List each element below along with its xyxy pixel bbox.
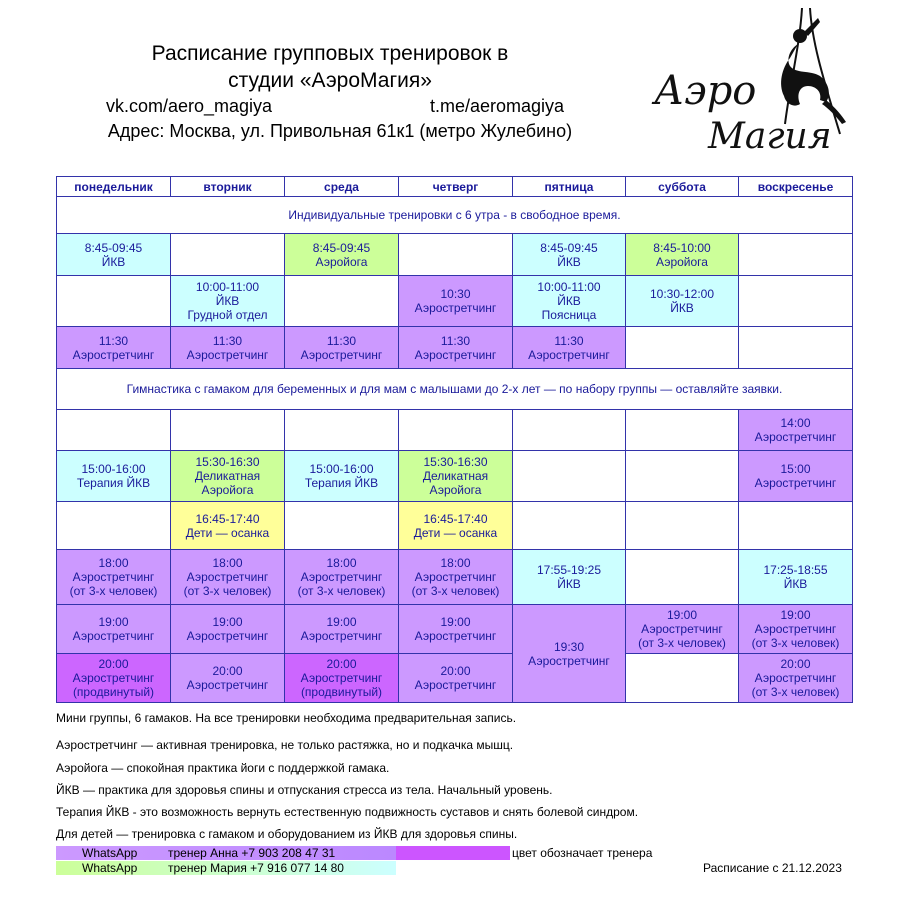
day-header: вторник — [171, 177, 285, 197]
class-cell — [626, 502, 739, 550]
class-text: 17:25-18:55 ЙКВ — [763, 563, 828, 591]
class-cell — [626, 276, 739, 327]
class-text: 11:30 Аэростретчинг — [72, 333, 155, 362]
table-row — [57, 410, 853, 451]
class-cell — [57, 605, 171, 654]
trainer-anna: тренер Анна +7 903 208 47 31 — [168, 846, 336, 860]
class-text: 19:00 Аэростретчинг — [300, 615, 383, 643]
footer-def-kids: Для детей — тренировка с гамаком и оборудованием из ЙКВ для здоровья спины. — [56, 827, 518, 841]
day-header: суббота — [626, 177, 739, 197]
class-cell — [171, 654, 285, 703]
class-cell — [739, 410, 853, 451]
class-cell — [285, 550, 399, 605]
class-text: 15:00-16:00 Терапия ЙКВ — [304, 462, 379, 490]
class-text: 8:45-09:45 ЙКВ — [540, 240, 598, 269]
class-text: 11:30 Аэростретчинг — [528, 333, 610, 362]
class-cell — [57, 654, 171, 703]
days-header-row — [57, 177, 853, 197]
whatsapp-label[interactable]: WhatsApp — [82, 846, 138, 860]
class-text: 10:00-11:00 ЙКВ Грудной отдел — [187, 280, 268, 322]
class-cell — [57, 327, 171, 369]
day-header: четверг — [399, 177, 513, 197]
class-cell — [626, 550, 739, 605]
trainer-maria: тренер Мария +7 916 077 14 80 — [168, 861, 344, 875]
class-cell — [626, 410, 739, 451]
class-cell — [739, 502, 853, 550]
table-row — [57, 654, 853, 703]
day-header: пятница — [513, 177, 626, 197]
class-text: 16:45-17:40 Дети — осанка — [185, 511, 270, 540]
class-text: 19:00 Аэростретчинг — [186, 615, 269, 643]
class-text: 16:45-17:40 Дети — осанка — [413, 511, 498, 540]
schedule-table — [56, 176, 853, 703]
class-cell — [399, 654, 513, 703]
class-text: 20:00 Аэростретчинг (от 3-х человек) — [751, 657, 840, 699]
footer-mini-groups: Мини группы, 6 гамаков. На все тренировки необходима предварительная запись. — [56, 711, 517, 725]
whatsapp-label[interactable]: WhatsApp — [82, 861, 138, 875]
class-cell — [739, 605, 853, 654]
table-row — [57, 550, 853, 605]
class-cell — [626, 605, 739, 654]
class-cell — [399, 234, 513, 276]
logo-text-1: Аэро — [654, 68, 757, 114]
class-text: 15:30-16:30 Деликатная Аэройога — [422, 455, 489, 497]
class-cell — [171, 451, 285, 502]
class-text: 14:00 Аэростретчинг — [754, 416, 837, 444]
class-cell — [285, 654, 399, 703]
class-text: 10:30-12:00 ЙКВ — [649, 287, 715, 315]
table-row — [57, 369, 853, 410]
class-cell — [739, 276, 853, 327]
class-cell — [513, 234, 626, 276]
class-cell — [285, 605, 399, 654]
class-text: 15:00-16:00 Терапия ЙКВ — [76, 462, 151, 490]
class-cell — [285, 502, 399, 550]
footer-def-aerostretching: Аэростретчинг — активная тренировка, не только растяжка, но и подкачка мышц. — [56, 738, 514, 752]
class-cell — [285, 451, 399, 502]
class-cell — [513, 327, 626, 369]
header — [0, 40, 660, 94]
class-cell — [739, 550, 853, 605]
class-cell — [399, 451, 513, 502]
class-cell — [513, 451, 626, 502]
class-text: 10:00-11:00 ЙКВ Поясница — [537, 280, 601, 322]
class-cell — [399, 605, 513, 654]
class-text: 15:00 Аэростретчинг — [754, 462, 837, 490]
class-text: 18:00 Аэростретчинг (от 3-х человек) — [183, 556, 272, 598]
class-text: 15:30-16:30 Деликатная Аэройога — [194, 455, 261, 497]
class-cell — [399, 502, 513, 550]
class-text: 20:00 Аэростретчинг — [414, 664, 497, 692]
class-text: 20:00 Аэростретчинг (продвинутый) — [300, 657, 383, 699]
day-header: воскресенье — [739, 177, 853, 197]
class-cell — [513, 550, 626, 605]
telegram-link[interactable]: t.me/aeromagiya — [430, 96, 565, 116]
class-cell — [171, 502, 285, 550]
class-cell — [513, 410, 626, 451]
table-row — [57, 502, 853, 550]
class-cell — [57, 234, 171, 276]
class-text: 17:55-19:25 ЙКВ — [536, 563, 602, 591]
day-header: понедельник — [57, 177, 171, 197]
footer-def-ykv: ЙКВ — практика для здоровья спины и отпускания стресса из тела. Начальный уровень. — [56, 783, 553, 797]
class-cell — [285, 276, 399, 327]
class-cell — [57, 410, 171, 451]
class-cell — [739, 234, 853, 276]
table-row — [57, 451, 853, 502]
studio-logo — [650, 4, 860, 164]
class-text: 8:45-09:45 ЙКВ — [84, 240, 143, 269]
class-cell — [399, 327, 513, 369]
individual-note: Индивидуальные тренировки с 6 утра - в свободное время. — [57, 197, 853, 234]
class-text: 10:30 Аэростретчинг — [414, 287, 497, 315]
class-cell — [513, 502, 626, 550]
address: Адрес: Москва, ул. Привольная 61к1 (метро Жулебино) — [107, 121, 573, 141]
footer-def-aeroyoga: Аэройога — спокойная практика йоги с поддержкой гамака. — [56, 761, 390, 775]
title-line-2: студии «АэроМагия» — [228, 69, 432, 92]
class-cell — [399, 410, 513, 451]
class-cell — [57, 451, 171, 502]
class-cell — [171, 410, 285, 451]
class-cell — [739, 327, 853, 369]
legend-note: цвет обозначает тренера — [512, 846, 653, 860]
class-cell — [739, 654, 853, 703]
class-cell — [739, 451, 853, 502]
class-cell — [626, 234, 739, 276]
class-cell — [171, 605, 285, 654]
title-line-1: Расписание групповых тренировок в — [151, 42, 509, 65]
table-row — [57, 276, 853, 327]
class-cell — [285, 410, 399, 451]
class-cell — [57, 276, 171, 327]
vk-link[interactable]: vk.com/aero_magiya — [106, 96, 273, 116]
class-cell — [285, 234, 399, 276]
class-cell — [626, 654, 739, 703]
class-text: 19:30 Аэростретчинг — [528, 639, 610, 668]
class-cell — [399, 276, 513, 327]
links — [106, 96, 586, 120]
legend-swatch-anna-2 — [396, 846, 510, 860]
legend-row-maria — [56, 861, 396, 875]
table-row — [57, 605, 853, 654]
class-text: 18:00 Аэростретчинг (от 3-х человек) — [69, 556, 158, 598]
logo-text-2: Магия — [708, 116, 832, 157]
legend-row-anna — [56, 846, 836, 860]
table-row — [57, 197, 853, 234]
class-cell — [626, 451, 739, 502]
class-cell — [513, 605, 626, 703]
table-row — [57, 327, 853, 369]
class-cell — [285, 327, 399, 369]
class-text: 8:45-09:45 Аэройога — [312, 240, 371, 269]
class-text: 19:00 Аэростретчинг — [414, 615, 497, 643]
class-cell — [513, 276, 626, 327]
class-text: 20:00 Аэростретчинг (продвинутый) — [72, 657, 155, 699]
class-text: 11:30 Аэростретчинг — [300, 333, 383, 362]
class-cell — [171, 327, 285, 369]
class-cell — [171, 276, 285, 327]
class-text: 11:30 Аэростретчинг — [186, 333, 269, 362]
footer-def-therapy: Терапия ЙКВ - это возможность вернуть естественную подвижность суставов и снять болевой синдром. — [56, 805, 639, 819]
pregnant-note: Гимнастика с гамаком для беременных и для мам с малышами до 2-х лет — по набору группы — оставляйте заявки. — [57, 369, 853, 410]
class-text: 19:00 Аэростретчинг (от 3-х человек) — [751, 608, 840, 650]
class-text: 19:00 Аэростретчинг (от 3-х человек) — [638, 608, 726, 650]
class-cell — [399, 550, 513, 605]
class-text: 20:00 Аэростретчинг — [186, 664, 269, 692]
class-text: 11:30 Аэростретчинг — [414, 333, 497, 362]
class-text: 8:45-10:00 Аэройога — [653, 240, 711, 269]
class-text: 18:00 Аэростретчинг (от 3-х человек) — [297, 556, 386, 598]
table-row — [57, 234, 853, 276]
schedule-since: Расписание с 21.12.2023 — [703, 861, 842, 875]
class-cell — [57, 502, 171, 550]
class-cell — [57, 550, 171, 605]
class-cell — [171, 234, 285, 276]
class-text: 18:00 Аэростретчинг (от 3-х человек) — [411, 556, 500, 598]
class-cell — [626, 327, 739, 369]
day-header: среда — [285, 177, 399, 197]
class-cell — [171, 550, 285, 605]
class-text: 19:00 Аэростретчинг — [72, 615, 155, 643]
